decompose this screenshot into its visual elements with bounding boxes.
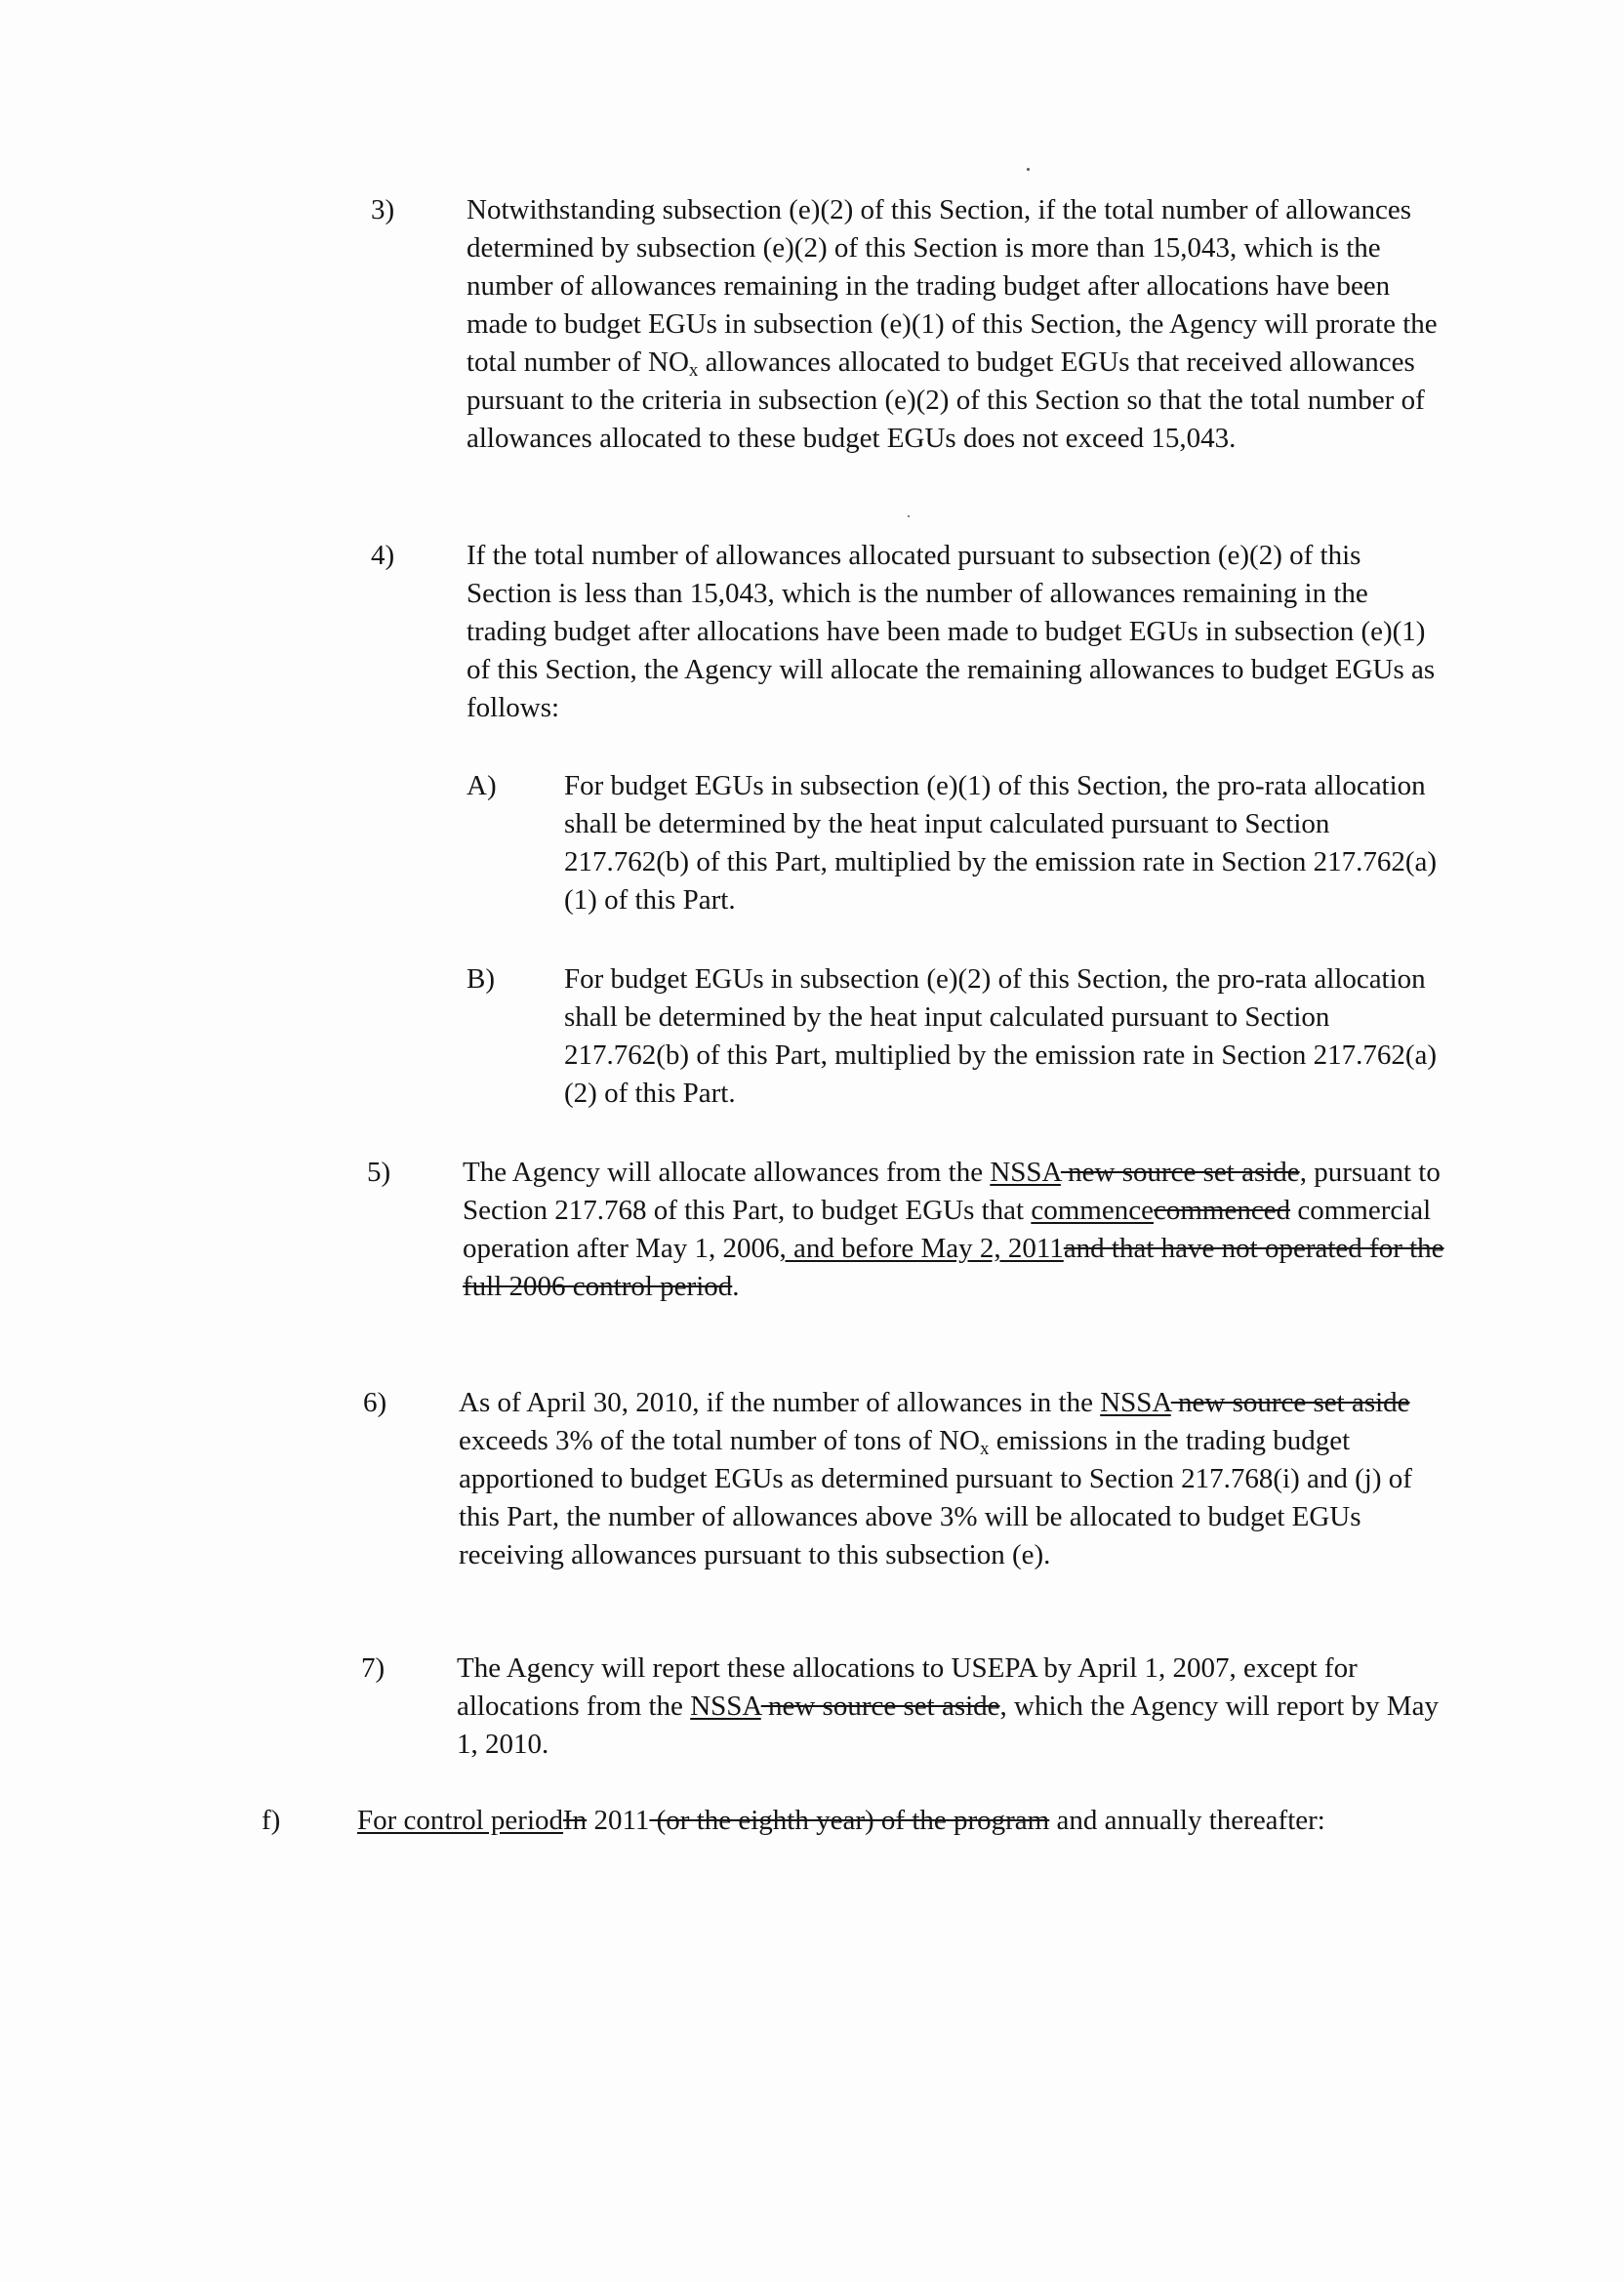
text-part: The Agency will report these allocations to USEPA by April 1, 2007, except for allocations from the [457, 1652, 1358, 1722]
item-A-paragraph: For budget EGUs in subsection (e)(1) of this Section, the pro-rata allocation shall be determined by the heat input calculated pursuant to Section 217.762(b) of this Part, multiplied by the emission rate in Section 217.762(a)(1) of this Part. [564, 770, 1438, 916]
item-number: 6) [363, 1387, 387, 1418]
subsection-f-paragraph [357, 1802, 1333, 1840]
deleted-text: (or the eighth year) of the program [649, 1805, 1050, 1836]
item-3-text-part: Notwithstanding subsection (e)(2) of this Section, if the total number of allowances determined by subsection (e)(2) of this Section is more than 15,043, which is the number of allowances remaining in the trading budget after allocations have been made to budget EGUs in subsection (e)(1) of this Section, the Agency will prorate the total number of NO [467, 194, 1438, 378]
inserted-text: , and before May 2, 2011 [779, 1233, 1064, 1264]
deleted-text: new source set aside [1060, 1157, 1300, 1188]
text-part: 2011 [587, 1805, 650, 1836]
text-part: emissions in the trading budget apportioned to budget EGUs as determined pursuant to Section 217.768(i) and (j) of this Part, the number of allowances above 3% will be allocated to budget EGUs receiving allowances pursuant to this subsection (e). [459, 1425, 1412, 1570]
text-part: As of April 30, 2010, if the number of allowances in the [459, 1387, 1101, 1418]
item-6-paragraph [459, 1384, 1444, 1574]
deleted-text: commenced [1153, 1195, 1291, 1226]
text-part: The Agency will allocate allowances from the [463, 1157, 991, 1188]
inserted-text: For control period [357, 1805, 564, 1836]
item-number: 7) [361, 1652, 386, 1684]
text-part: commercial operation after May 1, 2006 [463, 1195, 1432, 1264]
deleted-text: In [563, 1805, 588, 1836]
item-number: 5) [367, 1157, 391, 1188]
subscript-x: x [688, 360, 699, 381]
subscript-x: x [979, 1439, 990, 1459]
inserted-text: commence [1031, 1195, 1154, 1226]
text-part: exceeds 3% of the total number of tons of NO [459, 1425, 980, 1456]
inserted-text: NSSA [990, 1157, 1061, 1188]
item-3-paragraph [467, 191, 1442, 458]
item-4-paragraph: If the total number of allowances allocated pursuant to subsection (e)(2) of this Section is less than 15,043, which is the number of allowances remaining in the trading budget after allocations have been made to budget EGUs in subsection (e)(1) of this Section, the Agency will allocate the remaining allowances to budget EGUs as follows: [467, 540, 1436, 723]
deleted-text: new source set aside [1170, 1387, 1410, 1418]
deleted-text: and that have not operated for the full 2006 control period [463, 1233, 1444, 1302]
item-5-paragraph [463, 1154, 1448, 1306]
item-number: 3) [371, 194, 395, 225]
item-letter: A) [467, 770, 497, 801]
inserted-text: NSSA [1100, 1387, 1171, 1418]
text-part: and annually thereafter: [1049, 1805, 1325, 1836]
item-B-paragraph: For budget EGUs in subsection (e)(2) of this Section, the pro-rata allocation shall be determined by the heat input calculated pursuant to Section 217.762(b) of this Part, multiplied by the emission rate in Section 217.762(a)(2) of this Part. [564, 963, 1438, 1109]
text-part: , which the Agency will report by May 1, 2010. [457, 1691, 1439, 1760]
item-3-text-part: allowances allocated to budget EGUs that received allowances pursuant to the criteria in subsection (e)(2) of this Section so that the total number of allowances allocated to these budget EGUs does not exceed 15,043. [467, 346, 1425, 454]
text-part: . [732, 1271, 740, 1302]
item-letter: B) [467, 963, 495, 995]
item-7-paragraph [457, 1650, 1442, 1764]
inserted-text: NSSA [690, 1691, 761, 1722]
text-part: , pursuant to Section 217.768 of this Part, to budget EGUs that [463, 1157, 1441, 1226]
subsection-letter: f) [262, 1805, 281, 1836]
item-number: 4) [371, 540, 395, 571]
scan-speck [1027, 168, 1030, 171]
deleted-text: new source set aside [760, 1691, 1000, 1722]
scan-speck [908, 515, 910, 517]
